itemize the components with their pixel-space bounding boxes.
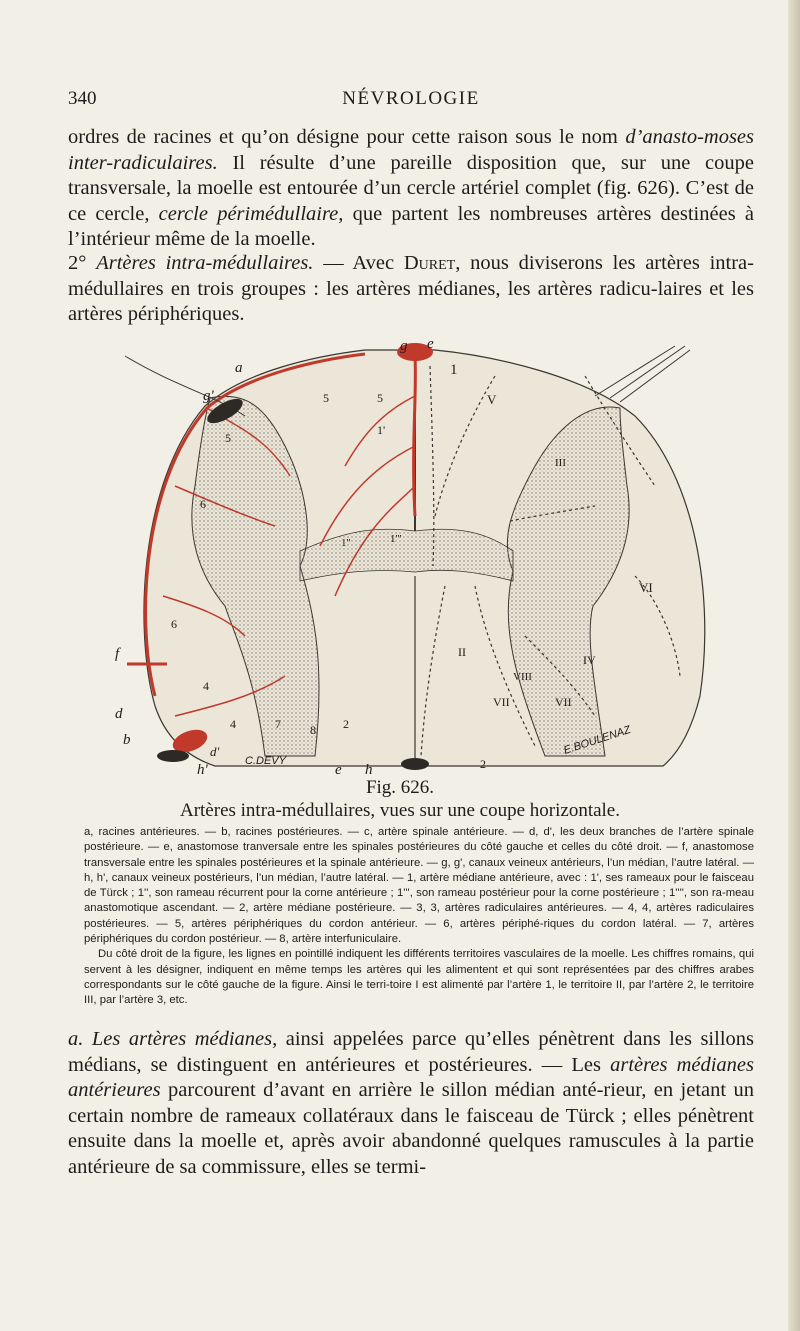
fig-label-7: 7 bbox=[275, 717, 281, 731]
running-title: NÉVROLOGIE bbox=[342, 88, 480, 109]
fig-label-III: III bbox=[555, 457, 566, 469]
fig-label-e-bottom: e bbox=[335, 762, 342, 774]
legend-main: a, racines antérieures. — b, racines postérieures. — c, artère spinale antérieure. — d, d', les deux branches de l’artère spinale postérieure. — e, anastomose tranversale entre les spinales postérieures du côté gauche et celles du côté droit. — f, anastomose transversale entre les spinales postérieures et la spinale antérieure. — g, g', canaux veineux antérieurs, l’un médian, l’autre latéral. — h, h', canaux veineux postérieurs, l’un médian, l’autre latéral. — 1, artère médiane antérieure, avec : 1', ses rameaux pour le faisceau de Türck ; 1'', son rameau récurrent pour la corne antérieure ; 1''', son rameau postérieur pour la corne postérieure ; 1'''', son ra-meau anastomotique ascendant. — 2, artère médiane postérieure. — 3, 3, artères radiculaires antérieures. — 4, 4, artères radiculaires postérieures. — 5, artères périphériques du cordon antérieur. — 6, artères périphé-riques du cordon latéral. — 7, artères périphériques du cordon postérieur. — 8, artère interfuniculaire. bbox=[84, 826, 754, 946]
text: , nous diviserons les artères intra-médullaires en trois groupes : les artères médianes, les artères radicu-laires et les artères périphériques. bbox=[68, 252, 754, 325]
fig-label-h: h bbox=[365, 762, 373, 774]
fig-label-VIII: VIII bbox=[513, 671, 532, 683]
figure-number: Fig. 626. bbox=[365, 777, 435, 798]
fig-label-d-prime: d' bbox=[210, 744, 220, 759]
fig-label-a: a bbox=[235, 360, 243, 376]
text: ainsi appelées parce qu’elles pénètrent dans les sillons médians, se distinguent en antérieures et postérieures. — Les bbox=[68, 1028, 754, 1076]
figure-spinal-cord-section bbox=[115, 336, 755, 774]
fig-label-1: 1 bbox=[450, 362, 458, 378]
artist-signature-left: C.DEVY bbox=[245, 755, 286, 767]
fig-label-2a: 2 bbox=[343, 717, 349, 731]
fig-label-d: d bbox=[115, 706, 123, 722]
anterior-median-artery bbox=[414, 356, 416, 516]
paragraph-anastomoses bbox=[68, 125, 754, 253]
fig-label-1-pp: 1'' bbox=[341, 537, 351, 549]
text: a. Les bbox=[68, 1028, 129, 1050]
text: que partent les nombreuses artères destinées à l’intérieur même de la moelle. bbox=[68, 202, 754, 250]
fig-label-5b: 5 bbox=[377, 391, 383, 405]
fig-label-5a: 5 bbox=[323, 391, 329, 405]
text: — Avec bbox=[313, 252, 404, 274]
fig-label-VII-b: VII bbox=[555, 695, 572, 709]
scan-edge bbox=[788, 0, 800, 1331]
legend-note: Du côté droit de la figure, les lignes en pointillé indiquent les différents territoires vasculaires de la moelle. Les chiffres romains, qui servent à les désigner, indiquent en même temps les artères qui les alimentent et qui sont représentées par des chiffres arabes correspondants sur le côté gauche de la figure. Ainsi le terri-toire I est alimenté par l’artère 1, le territoire II, par l’artère 2, le territoire III, par l’artère 3, etc. bbox=[84, 948, 754, 1007]
fig-label-4b: 4 bbox=[230, 717, 236, 731]
paragraph-median-arteries bbox=[68, 1027, 754, 1180]
fig-label-V: V bbox=[487, 392, 497, 407]
fig-label-b: b bbox=[123, 732, 131, 748]
fig-label-4a: 4 bbox=[203, 679, 209, 693]
author-name: Duret bbox=[403, 252, 456, 274]
figure-legend bbox=[84, 825, 754, 1009]
page-header bbox=[68, 88, 754, 114]
term: artères médianes, bbox=[128, 1028, 278, 1050]
venous-canal-h-prime bbox=[157, 750, 189, 762]
fig-label-e: e bbox=[427, 336, 434, 352]
fig-label-5c: 5 bbox=[225, 431, 231, 445]
fig-label-h-prime: h' bbox=[197, 762, 208, 774]
page-number: 340 bbox=[68, 88, 97, 109]
fig-label-VII-a: VII bbox=[493, 695, 510, 709]
figure-title: Artères intra-médullaires, vues sur une coupe horizontale. bbox=[179, 800, 620, 821]
term: artères médianes antérieures bbox=[68, 1053, 754, 1101]
fig-label-1-ppp: 1''' bbox=[390, 533, 402, 545]
fig-label-6b: 6 bbox=[171, 617, 177, 631]
section-heading: Artères intra-médullaires. bbox=[96, 252, 314, 274]
fig-label-2b: 2 bbox=[480, 757, 486, 771]
section-number: 2° bbox=[68, 252, 97, 274]
fig-label-g: g bbox=[400, 338, 408, 354]
artist-signature-right: E.BOULENAZ bbox=[562, 723, 633, 757]
posterior-median-vein bbox=[401, 758, 429, 770]
fig-label-f: f bbox=[115, 646, 120, 662]
fig-label-8: 8 bbox=[310, 723, 316, 737]
fig-label-IV: IV bbox=[583, 653, 596, 667]
text: Il résulte d’une pareille disposition que, sur une coupe transversale, la moelle est entourée d’un cercle artériel complet (fig. 626). C’est de ce cercle, bbox=[68, 151, 754, 225]
fig-label-6a: 6 bbox=[200, 497, 206, 511]
paragraph-intramedullary bbox=[68, 251, 754, 328]
fig-label-1-prime: 1' bbox=[377, 423, 386, 437]
term: d’anasto-moses inter-radiculaires. bbox=[68, 126, 754, 174]
spinal-cord-illustration bbox=[115, 336, 755, 774]
anterior-root-right bbox=[595, 346, 690, 402]
text: ordres de racines et qu’on désigne pour cette raison sous le nom bbox=[68, 126, 626, 148]
text: parcourent d’avant en arrière le sillon médian anté-rieur, en jetant un certain nombre de rameaux collatéraux dans le faisceau de Türck ; elles pénètrent ensuite dans la moelle et, après avoir abandonné quelques ramuscules à la partie antérieure de sa commissure, elles se termi- bbox=[68, 1079, 754, 1178]
fig-label-II: II bbox=[458, 645, 466, 659]
fig-label-g-prime: g' bbox=[203, 388, 214, 404]
term: cercle périmédullaire, bbox=[158, 202, 344, 225]
fig-label-VI: VI bbox=[639, 580, 653, 595]
